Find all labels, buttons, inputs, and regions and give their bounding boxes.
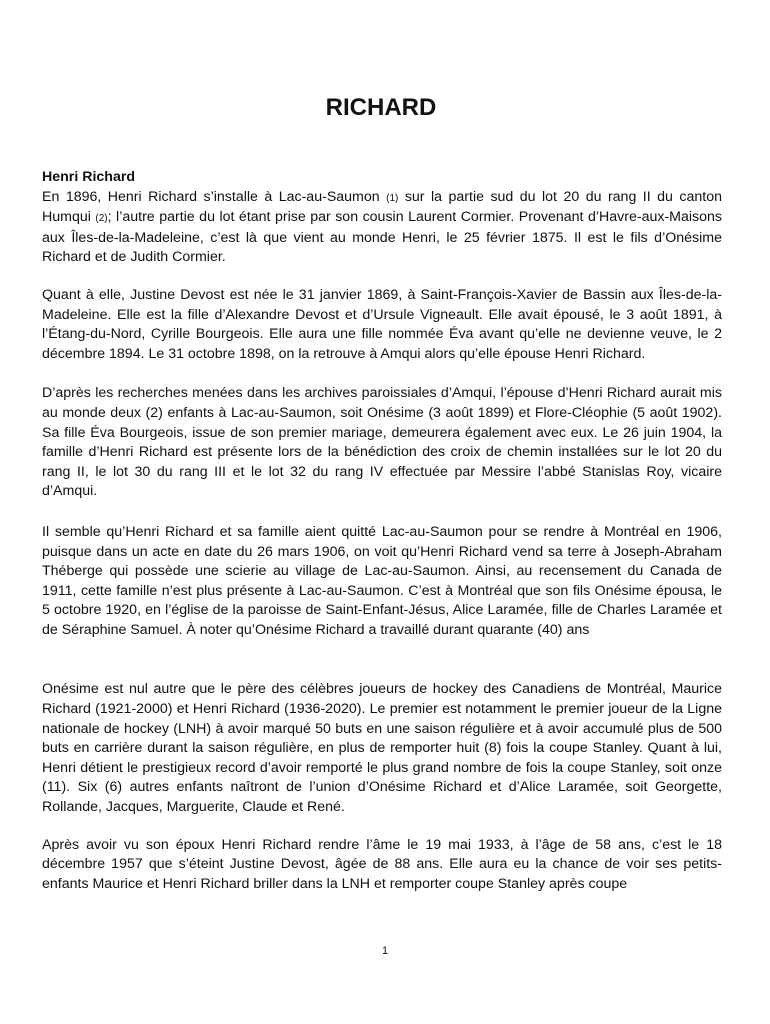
footnote-ref-2: (2) xyxy=(95,213,108,225)
paragraph-2: Quant à elle, Justine Devost est née le 31 janvier 1869, à Saint-François-Xavier de Bassin aux Îles-de-la-Madeleine. Elle est la fille d’Alexandre Devost et d’Ursule Vigneault. Elle avait épousé, le 3 août 1891, à l’Étang-du-Nord, Cyrille Bourgeois. Elle aura une fille nommée Éva avant qu’elle ne devienne veuve, le 2 décembre 1894. Le 31 octobre 1898, on la retrouve à Amqui alors qu’elle épouse Henri Richard. xyxy=(42,286,722,362)
paragraph-5: Onésime est nul autre que le père des célèbres joueurs de hockey des Canadiens de Montréal, Maurice Richard (1921-2000) et Henri Richard (1936-2020). Le premier est notamment le premier joueur de la Ligne nationale de hockey (LNH) à avoir marqué 50 buts en une saison régulière et à avoir accumulé plus de 500 buts en carrière durant la saison régulière, en plus de remporter huit (8) fois la coupe Stanley. Quant à lui, Henri détient le prestigieux record d’avoir remporté le plus grand nombre de fois la coupe Stanley, soit onze (11). Six (6) autres enfants naîtront de l’union d’Onésime Richard et d’Alice Laramée, soit Georgette, Rollande, Jacques, Marguerite, Claude et René. xyxy=(42,681,722,816)
paragraph-4: Il semble qu’Henri Richard et sa famille aient quitté Lac-au-Saumon pour se rendre à Montréal en 1906, puisque dans un acte en date du 26 mars 1906, on voit qu’Henri Richard vend sa terre à Joseph-Abraham Théberge qui possède une scierie au village de Lac-au-Saumon. Ainsi, au recensement du Canada de 1911, cette famille n’est plus présente à Lac-au-Saumon. C’est à Montréal que son fils Onésime épousa, le 5 octobre 1920, en l’église de la paroisse de Saint-Enfant-Jésus, Alice Laramée, fille de Charles Laramée et de Séraphine Samuel. À noter qu’Onésime Richard a travaillé durant quarante (40) ans xyxy=(42,523,722,638)
footnote-ref-1: (1) xyxy=(386,192,399,204)
paragraph-1-text-b: sur la partie sud du lot 20 du rang II du canton Humqui xyxy=(42,188,722,226)
document-body xyxy=(42,168,722,894)
page-title: RICHARD xyxy=(325,94,437,121)
section-heading: Henri Richard xyxy=(42,169,136,185)
paragraph-3: D’après les recherches menées dans les archives paroissiales d’Amqui, l’épouse d’Henri Richard aurait mis au monde deux (2) enfants à Lac-au-Saumon, soit Onésime (3 août 1899) et Flore-Cléophie (5 août 1902). Sa fille Éva Bourgeois, issue de son premier mariage, demeurera également avec eux. Le 26 juin 1904, la famille d’Henri Richard est présente lors de la bénédiction des croix de chemin installées sur le lot 20 du rang II, le lot 30 du rang III et le lot 32 du rang IV effectuée par Messire l’abbé Stanislas Roy, vicaire d’Amqui. xyxy=(42,385,722,500)
paragraph-6: Après avoir vu son époux Henri Richard rendre l’âme le 19 mai 1933, à l’âge de 58 ans, c’est le 18 décembre 1957 que s’éteint Justine Devost, âgée de 88 ans. Elle aura eu la chance de voir ses petits-enfants Maurice et Henri Richard briller dans la LNH et remporter coupe Stanley après coupe xyxy=(42,836,722,892)
page-number: 1 xyxy=(381,945,389,957)
paragraph-1 xyxy=(42,188,722,268)
paragraph-1-text-a: En 1896, Henri Richard s’installe à Lac-au-Saumon xyxy=(42,188,387,205)
paragraph-1-text-c: ; l’autre partie du lot étant prise par son cousin Laurent Cormier. Provenant d’Havre-aux-Maisons aux Îles-de-la-Madeleine, c’est là que vient au monde Henri, le 25 février 1875. Il est le fils d’Onésime Richard et de Judith Cormier. xyxy=(42,209,722,266)
